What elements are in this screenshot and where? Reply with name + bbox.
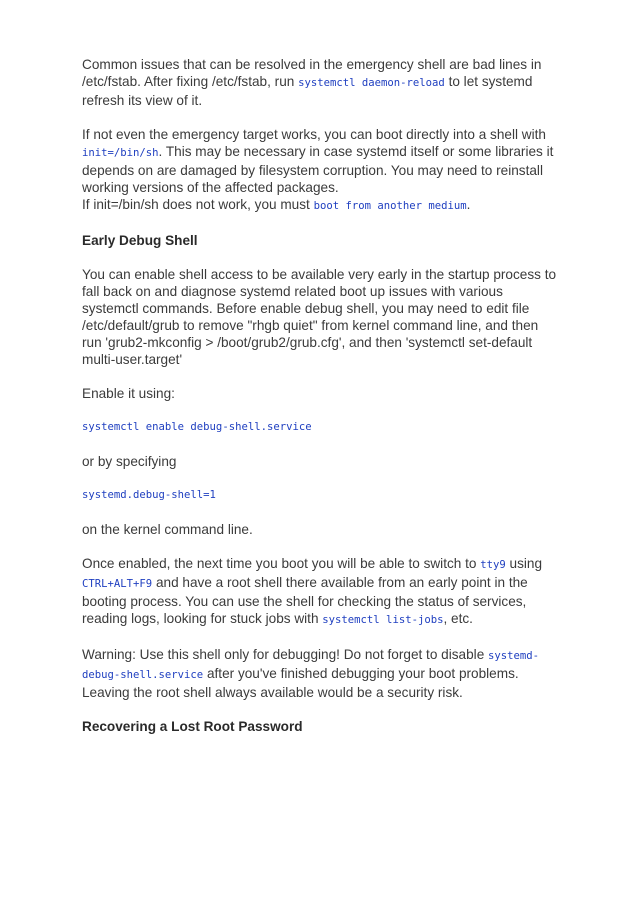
text: after you've finished debugging your boot problems. Leaving the root shell always available would be a security risk.: [82, 666, 519, 700]
inline-code-tty9: tty9: [480, 559, 506, 571]
code-block-enable-debug-shell: systemctl enable debug-shell.service: [82, 421, 312, 433]
text: . This may be necessary in case systemd itself or some libraries it depends on are damaged by filesystem corruption. You may need to reinstall working versions of the affected packages.: [82, 144, 554, 195]
inline-code-debug-shell-service: systemd-debug-shell.service: [82, 650, 540, 681]
paragraph-debug-shell-intro: You can enable shell access to be available very early in the startup process to fall back on and diagnose systemd related boot up issues with various systemctl commands. Before enable debug shell, you may need to edit file /etc/default/grub to remove "rhgb quiet" from kernel command line, and then run 'grub2-mkconfig > /boot/grub2/grub.cfg', and then 'systemctl set-default multi-user.target': [82, 267, 557, 367]
text: Common issues that can be resolved in the emergency shell are bad lines in /etc/fstab. After fixing /etc/fstab, run: [82, 57, 542, 89]
paragraph-enable-it-using: Enable it using:: [82, 386, 175, 401]
text: .: [466, 197, 471, 212]
text: to let systemd refresh its view of it.: [82, 74, 533, 108]
inline-code-list-jobs: systemctl list-jobs: [322, 614, 444, 626]
inline-code-ctrl-alt-f9: CTRL+ALT+F9: [82, 578, 153, 590]
heading-early-debug-shell: Early Debug Shell: [82, 233, 198, 248]
heading-recovering-root-password: Recovering a Lost Root Password: [82, 719, 303, 734]
text: using: [505, 556, 543, 571]
text: , etc.: [443, 611, 473, 626]
text: If not even the emergency target works, you can boot directly into a shell with: [82, 127, 546, 142]
paragraph-emergency-shell-fstab: [82, 56, 558, 109]
inline-code-daemon-reload: systemctl daemon-reload: [298, 77, 445, 89]
text: Warning: Use this shell only for debugging! Do not forget to disable: [82, 647, 489, 662]
text: Once enabled, the next time you boot you will be able to switch to: [82, 556, 481, 571]
paragraph-or-by-specifying: or by specifying: [82, 454, 177, 469]
paragraph-kernel-command-line: on the kernel command line.: [82, 522, 253, 537]
paragraph-warning: [82, 646, 558, 701]
paragraph-boot-into-shell: [82, 126, 558, 215]
inline-code-init-bin-sh: init=/bin/sh: [82, 147, 159, 159]
document-page: [82, 56, 558, 752]
inline-code-boot-from-another-medium: boot from another medium: [313, 200, 467, 212]
text: and have a root shell there available from an early point in the booting process. You can use the shell for checking the status of services, reading logs, looking for stuck jobs with: [82, 575, 528, 626]
paragraph-once-enabled: [82, 555, 558, 629]
text: If init=/bin/sh does not work, you must: [82, 197, 314, 212]
code-block-kernel-param: systemd.debug-shell=1: [82, 489, 216, 501]
